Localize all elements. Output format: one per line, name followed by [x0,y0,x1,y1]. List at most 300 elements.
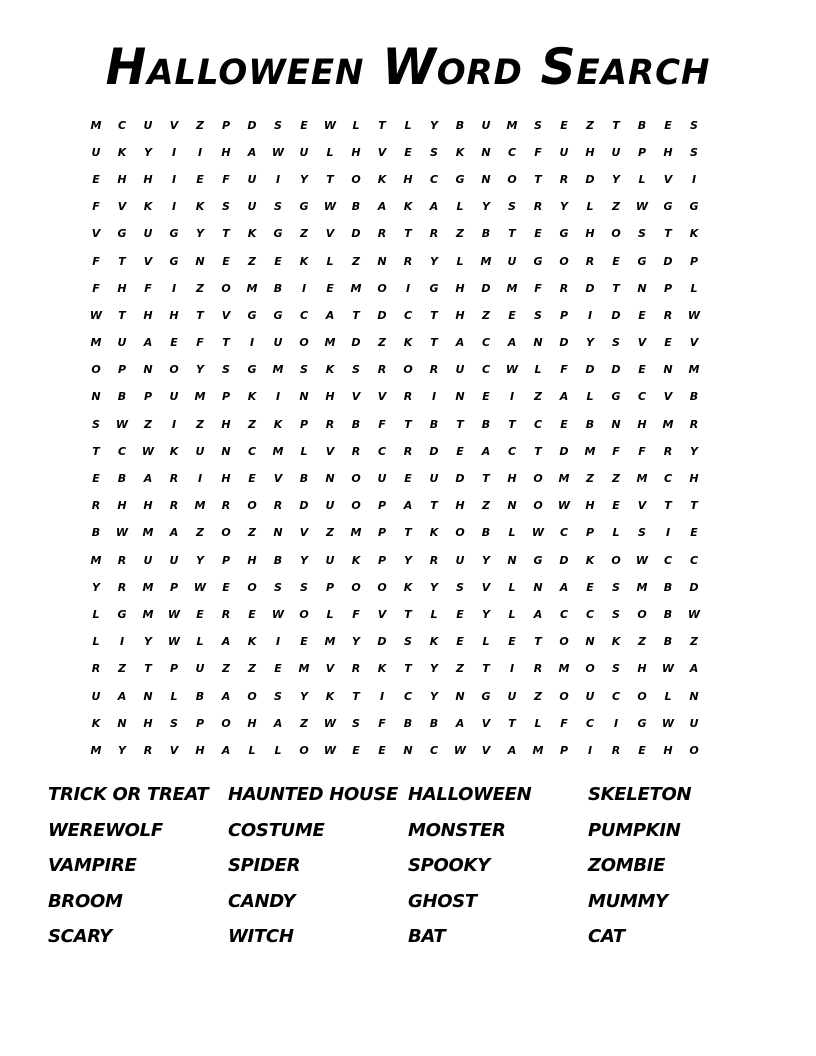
grid-letter: O [533,472,543,486]
grid-letter: U [247,200,257,214]
grid-letter: L [638,172,646,186]
grid-letter: Y [482,607,490,621]
grid-letter: F [612,444,620,458]
grid-letter: S [352,716,360,730]
grid-letter: M [636,580,648,594]
grid-letter: S [690,118,698,132]
grid-letter: K [377,172,387,186]
grid-letter: W [167,635,181,649]
grid-letter: R [117,553,127,567]
grid-letter: T [508,417,516,431]
grid-letter: R [377,227,387,241]
grid-letter: K [247,390,257,404]
grid-letter: L [664,689,672,703]
grid-letter: B [455,118,465,132]
grid-letter: L [300,444,308,458]
grid-letter: U [377,472,387,486]
grid-letter: V [481,743,491,757]
grid-letter: V [377,390,387,404]
grid-letter: I [171,417,177,431]
grid-letter: N [299,390,309,404]
grid-letter: M [688,363,700,377]
grid-letter: H [507,472,517,486]
grid-letter: A [169,526,179,540]
grid-letter: R [663,308,673,322]
grid-letter: F [92,281,100,295]
grid-letter: W [89,308,103,322]
grid-letter: N [663,363,673,377]
word-list-item: MONSTER [408,819,506,841]
grid-letter: E [274,662,282,676]
grid-letter: Y [300,689,308,703]
word-list-item: WEREWOLF [48,819,163,841]
grid-letter: M [298,662,310,676]
grid-letter: P [169,580,179,594]
grid-letter: A [143,336,153,350]
grid-letter: C [117,444,127,458]
grid-letter: M [350,281,362,295]
grid-letter: H [221,417,231,431]
grid-letter: B [663,635,673,649]
word-list-item: WITCH [228,926,294,947]
grid-letter: M [246,281,258,295]
grid-letter: N [637,281,647,295]
grid-letter: E [560,118,568,132]
grid-letter: L [586,390,594,404]
grid-letter: K [403,580,413,594]
grid-letter: H [117,172,127,186]
grid-letter: Y [144,145,152,159]
grid-letter: F [196,336,204,350]
grid-letter: H [351,145,361,159]
grid-row [83,411,733,438]
grid-letter: P [663,281,673,295]
grid-letter: A [247,145,257,159]
grid-letter: P [221,390,231,404]
grid-letter: E [222,580,230,594]
grid-row [83,357,733,384]
grid-letter: S [274,200,282,214]
grid-letter: V [299,526,309,540]
grid-letter: Z [326,526,334,540]
grid-letter: G [247,363,257,377]
grid-letter: P [377,526,387,540]
grid-letter: E [92,172,100,186]
grid-letter: A [689,662,699,676]
grid-letter: E [664,336,672,350]
grid-letter: R [559,172,569,186]
grid-letter: Y [196,363,204,377]
grid-letter: B [273,553,283,567]
grid-letter: T [612,281,620,295]
grid-letter: S [430,145,438,159]
grid-letter: I [587,743,593,757]
grid-letter: I [431,390,437,404]
grid-letter: P [585,526,595,540]
grid-letter: U [559,145,569,159]
grid-letter: S [638,526,646,540]
grid-letter: O [299,336,309,350]
grid-letter: M [350,526,362,540]
grid-letter: S [612,336,620,350]
grid-letter: U [429,472,439,486]
grid-letter: N [143,363,153,377]
grid-letter: E [612,499,620,513]
grid-letter: W [115,526,129,540]
grid-letter: T [534,635,542,649]
grid-letter: E [92,472,100,486]
grid-letter: L [508,526,516,540]
grid-letter: R [325,417,335,431]
grid-letter: P [637,145,647,159]
grid-letter: M [324,635,336,649]
grid-letter: R [169,472,179,486]
grid-letter: R [429,553,439,567]
grid-letter: H [403,172,413,186]
grid-letter: L [430,607,438,621]
grid-letter: R [689,417,699,431]
grid-letter: H [663,145,673,159]
grid-letter: A [533,607,543,621]
grid-letter: O [221,281,231,295]
grid-letter: Y [560,200,568,214]
grid-letter: V [325,444,335,458]
grid-row [83,683,733,710]
grid-letter: N [377,254,387,268]
grid-letter: D [611,308,621,322]
grid-letter: B [117,390,127,404]
grid-letter: R [377,363,387,377]
grid-letter: N [689,689,699,703]
grid-letter: E [326,281,334,295]
grid-letter: C [429,743,439,757]
grid-letter: R [273,499,283,513]
grid-letter: M [558,472,570,486]
grid-letter: K [247,227,257,241]
grid-letter: U [195,662,205,676]
grid-letter: W [115,417,129,431]
grid-letter: T [430,336,438,350]
grid-letter: H [325,390,335,404]
grid-letter: B [663,580,673,594]
grid-letter: O [169,363,179,377]
grid-letter: V [169,118,179,132]
grid-letter: A [143,472,153,486]
grid-letter: R [403,390,413,404]
grid-letter: Z [638,635,646,649]
grid-letter: C [637,390,647,404]
grid-letter: K [403,336,413,350]
grid-letter: G [273,308,283,322]
grid-letter: S [508,200,516,214]
grid-letter: Y [430,118,438,132]
grid-letter: B [91,526,101,540]
grid-letter: E [456,607,464,621]
grid-letter: A [273,716,283,730]
grid-letter: B [429,716,439,730]
grid-letter: L [482,635,490,649]
grid-letter: K [299,254,309,268]
grid-letter: T [508,716,516,730]
grid-letter: R [663,444,673,458]
grid-letter: V [481,580,491,594]
grid-letter: Z [248,254,256,268]
grid-letter: B [585,417,595,431]
grid-letter: C [377,444,387,458]
grid-letter: T [118,308,126,322]
grid-letter: V [637,499,647,513]
grid-row [83,520,733,547]
grid-letter: U [169,553,179,567]
grid-letter: F [534,145,542,159]
grid-letter: S [612,580,620,594]
grid-letter: E [456,635,464,649]
grid-letter: D [559,336,569,350]
grid-letter: L [508,607,516,621]
grid-letter: Z [196,417,204,431]
grid-letter: D [481,281,491,295]
grid-letter: C [403,689,413,703]
grid-row [83,601,733,628]
grid-letter: B [195,689,205,703]
grid-letter: E [664,118,672,132]
grid-letter: W [531,526,545,540]
grid-letter: P [325,580,335,594]
grid-letter: C [429,172,439,186]
grid-letter: C [247,444,257,458]
grid-letter: N [507,499,517,513]
grid-letter: B [273,281,283,295]
grid-letter: R [403,254,413,268]
grid-letter: P [117,363,127,377]
grid-letter: H [637,662,647,676]
grid-letter: D [429,444,439,458]
grid-letter: H [143,172,153,186]
grid-letter: S [456,580,464,594]
grid-letter: R [429,227,439,241]
grid-letter: U [195,444,205,458]
grid-letter: N [585,635,595,649]
word-list-item: SPIDER [228,855,301,876]
grid-letter: W [505,363,519,377]
grid-letter: T [612,118,620,132]
grid-letter: D [351,336,361,350]
grid-letter: K [429,526,439,540]
grid-letter: D [559,553,569,567]
grid-letter: U [117,336,127,350]
grid-letter: Z [144,417,152,431]
grid-letter: S [534,118,542,132]
grid-letter: M [506,118,518,132]
grid-row [83,139,733,166]
word-list-item: PUMPKIN [588,819,681,841]
grid-letter: D [611,363,621,377]
grid-letter: W [271,145,285,159]
grid-letter: R [585,254,595,268]
grid-letter: U [247,172,257,186]
grid-letter: Z [248,526,256,540]
grid-letter: U [507,689,517,703]
grid-letter: E [560,417,568,431]
grid-letter: M [142,607,154,621]
grid-letter: H [585,499,595,513]
grid-letter: W [635,553,649,567]
grid-letter: S [222,363,230,377]
grid-letter: P [689,254,699,268]
grid-letter: G [559,227,569,241]
grid-letter: H [221,472,231,486]
grid-letter: W [453,743,467,757]
grid-letter: M [90,336,102,350]
grid-letter: Y [586,336,594,350]
grid-letter: P [559,743,569,757]
grid-letter: D [299,499,309,513]
grid-letter: H [195,743,205,757]
grid-letter: O [221,526,231,540]
word-list-item: ZOMBIE [588,855,666,876]
grid-letter: Y [430,580,438,594]
grid-letter: H [117,281,127,295]
grid-letter: T [456,417,464,431]
grid-letter: P [143,390,153,404]
grid-letter: U [611,145,621,159]
grid-letter: K [351,553,361,567]
grid-letter: P [377,553,387,567]
grid-letter: K [429,635,439,649]
grid-letter: S [92,417,100,431]
grid-letter: U [507,254,517,268]
grid-letter: M [142,526,154,540]
grid-letter: I [249,336,255,350]
grid-row [83,275,733,302]
grid-row [83,221,733,248]
grid-letter: I [613,716,619,730]
grid-letter: I [509,662,515,676]
grid-letter: I [301,281,307,295]
grid-letter: O [247,580,257,594]
grid-letter: M [480,254,492,268]
grid-letter: V [221,308,231,322]
grid-letter: M [90,118,102,132]
grid-letter: D [377,635,387,649]
grid-letter: S [274,689,282,703]
grid-letter: L [92,607,100,621]
grid-letter: N [403,743,413,757]
grid-letter: G [663,200,673,214]
grid-letter: I [171,200,177,214]
grid-letter: T [326,172,334,186]
grid-letter: Z [300,716,308,730]
grid-letter: E [638,743,646,757]
grid-letter: P [377,499,387,513]
grid-letter: E [222,254,230,268]
grid-letter: A [507,743,517,757]
grid-letter: O [221,716,231,730]
grid-letter: V [169,743,179,757]
grid-letter: L [612,526,620,540]
grid-letter: Z [118,662,126,676]
grid-letter: R [91,662,101,676]
grid-letter: T [144,662,152,676]
grid-letter: O [585,662,595,676]
grid-letter: E [612,254,620,268]
grid-letter: H [637,417,647,431]
grid-letter: E [508,635,516,649]
grid-letter: I [275,635,281,649]
grid-row [83,330,733,357]
grid-letter: L [170,689,178,703]
grid-letter: O [559,254,569,268]
grid-letter: R [221,499,231,513]
grid-letter: C [559,526,569,540]
word-list-item: TRICK OR TREAT [48,784,209,805]
grid-letter: H [689,472,699,486]
grid-letter: T [508,227,516,241]
grid-letter: D [585,363,595,377]
grid-letter: O [299,743,309,757]
grid-letter: S [170,716,178,730]
grid-letter: T [404,417,412,431]
grid-letter: E [352,743,360,757]
grid-letter: G [117,227,127,241]
grid-letter: T [430,499,438,513]
grid-letter: V [377,145,387,159]
grid-letter: O [351,499,361,513]
grid-letter: R [169,499,179,513]
grid-letter: T [222,227,230,241]
grid-letter: A [429,200,439,214]
grid-letter: C [559,607,569,621]
grid-row [83,737,733,764]
grid-letter: R [143,743,153,757]
grid-letter: M [272,363,284,377]
grid-letter: V [689,336,699,350]
grid-letter: B [351,200,361,214]
grid-letter: R [559,281,569,295]
grid-letter: I [197,145,203,159]
grid-letter: D [455,472,465,486]
grid-letter: N [143,689,153,703]
grid-letter: O [559,689,569,703]
grid-letter: L [456,200,464,214]
grid-letter: Y [144,635,152,649]
grid-letter: S [222,200,230,214]
grid-letter: G [533,254,543,268]
grid-letter: W [271,607,285,621]
grid-letter: G [117,607,127,621]
grid-letter: U [689,716,699,730]
grid-letter: Z [300,227,308,241]
grid-letter: O [91,363,101,377]
grid-letter: M [584,444,596,458]
grid-letter: H [221,145,231,159]
grid-letter: M [142,580,154,594]
grid-letter: O [533,499,543,513]
grid-letter: I [587,308,593,322]
grid-letter: N [117,716,127,730]
grid-letter: F [638,444,646,458]
word-list-item: SKELETON [588,784,692,805]
word-list-item: SCARY [48,926,112,947]
grid-letter: R [351,662,361,676]
grid-letter: U [91,689,101,703]
grid-letter: F [92,254,100,268]
grid-letter: Y [300,553,308,567]
grid-letter: H [143,499,153,513]
grid-letter: W [323,200,337,214]
grid-letter: E [508,308,516,322]
grid-letter: I [379,689,385,703]
